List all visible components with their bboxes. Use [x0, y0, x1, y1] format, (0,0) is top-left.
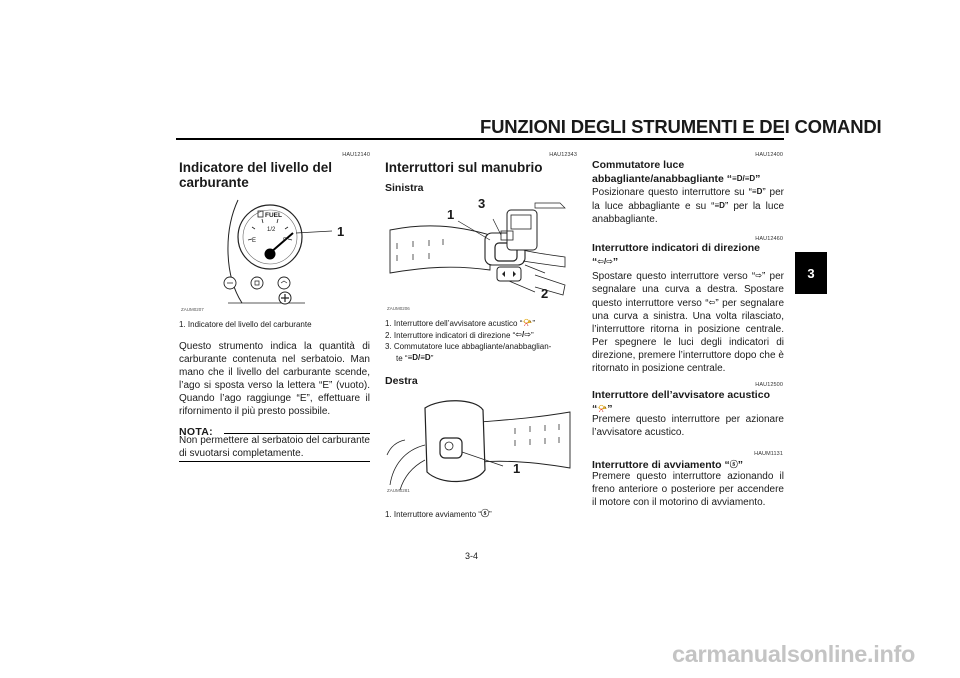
left-caption-3: 3. Commutatore luce abbagliante/anabbaglian-	[385, 342, 552, 351]
horn-icon: 📯	[522, 318, 533, 327]
left-callout-2: 2	[541, 286, 549, 301]
fuel-gauge-body: Questo strumento indica la quantità di carburante contenuta nel serbatoio. Man mano che il livello del carburante scende, l’ago si sposta verso la lettera “E” (vuoto). Quando l’ago raggiunge “E”, effettuare il rifornimento il più presto possibile.	[179, 341, 370, 417]
gauge-full-label: F	[283, 238, 287, 244]
figure-id: ZAUM0207	[181, 307, 204, 312]
left-caption-1: 1. Interruttore dell’avvisatore acustico “📯”	[385, 318, 536, 328]
starter-icon: ⓢ	[729, 460, 738, 469]
turn-signal-icon: ⇦/⇨	[515, 330, 531, 339]
section-title-fuel-gauge: Indicatore del livello del carburante	[179, 160, 333, 190]
nota-text: Non permettere al serbatoio del carburante di svuotarsi completamente.	[179, 435, 370, 459]
headlight-beam-icon: ≡D/≡D	[407, 353, 431, 362]
heading-beam-switch: Commutatore luce abbagliante/anabbagliante “≡D/≡D”	[592, 159, 761, 185]
left-caption-3-cont: te “≡D/≡D”	[396, 353, 434, 363]
high-beam-icon: ≡D	[751, 187, 763, 196]
gauge-half-label: 1/2	[267, 227, 276, 233]
section-code: HAU12400	[755, 152, 783, 158]
gauge-empty-label: E	[252, 238, 257, 244]
starter-body: Premere questo interruttore azionando il freno anteriore o posteriore per accendere il motore con il motorino di avviamento.	[592, 471, 784, 508]
low-beam-icon: ≡D	[714, 201, 725, 210]
right-callout-1: 1	[513, 461, 521, 476]
left-callout-1: 1	[447, 207, 455, 222]
header-rule	[176, 138, 784, 140]
beam-switch-body: Posizionare questo interruttore su “≡D” per la luce abbagliante e su “≡D” per la luce anabbagliante.	[592, 187, 785, 225]
chapter-tab[interactable]: 3	[795, 252, 827, 294]
headlight-beam-icon: ≡D/≡D	[732, 174, 756, 183]
left-callout-3: 3	[478, 196, 486, 211]
right-caption-1: 1. Interruttore avviamento “ⓢ”	[385, 509, 492, 519]
heading-starter: Interruttore di avviamento “ⓢ”	[592, 459, 743, 471]
heading-turn-signal: Interruttore indicatori di direzione “⇦/⇨”	[592, 242, 761, 268]
right-arrow-icon: ⇨	[755, 271, 762, 280]
turn-signal-body: Spostare questo interruttore verso “⇨” per segnalare una curva a destra. Spostare questo interruttore verso “⇦” per segnalare una curva a sinistra. Una volta rilasciato, l’interruttore ritorna in posizione centrale. Per spegnere le luci degli indicatori di direzione, premere l’interruttore dopo che è ritornato in posizione centrale.	[592, 271, 785, 374]
right-handlebar-illustration	[385, 390, 575, 500]
section-code: HAUM1131	[754, 451, 783, 457]
starter-icon: ⓢ	[481, 509, 490, 518]
section-code: HAU12500	[755, 382, 783, 388]
turn-signal-icon: ⇦/⇨	[597, 257, 613, 266]
page-number: 3-4	[465, 551, 479, 561]
left-caption-2: 2. Interruttore indicatori di direzione “⇦/⇨”	[385, 330, 534, 340]
site-watermark: carmanualsonline.info	[672, 641, 916, 667]
gauge-fuel-label: FUEL	[265, 212, 282, 219]
right-heading: Destra	[385, 375, 418, 387]
left-heading: Sinistra	[385, 182, 424, 194]
fuel-gauge-illustration	[200, 195, 370, 310]
section-code: HAU12343	[549, 152, 577, 158]
heading-horn: Interruttore dell’avvisatore acustico “📯”	[592, 389, 770, 415]
section-title-switches: Interruttori sul manubrio	[385, 160, 543, 175]
callout-1: 1	[337, 224, 345, 239]
horn-icon: 📯	[597, 404, 608, 413]
horn-body: Premere questo interruttore per azionare l’avvisatore acustico.	[592, 414, 784, 438]
page-header-title: FUNZIONI DEGLI STRUMENTI E DEI COMANDI	[480, 116, 882, 137]
figure-caption: 1. Indicatore del livello del carburante	[179, 320, 312, 329]
nota-label: NOTA:	[179, 426, 213, 438]
nota-bottom-rule	[179, 461, 370, 462]
figure-id: ZAUM0281	[387, 488, 410, 493]
left-arrow-icon: ⇦	[708, 298, 716, 307]
section-code: HAU12140	[342, 152, 370, 158]
figure-id: ZAUM0206	[387, 306, 410, 311]
section-code: HAU12460	[755, 236, 783, 242]
